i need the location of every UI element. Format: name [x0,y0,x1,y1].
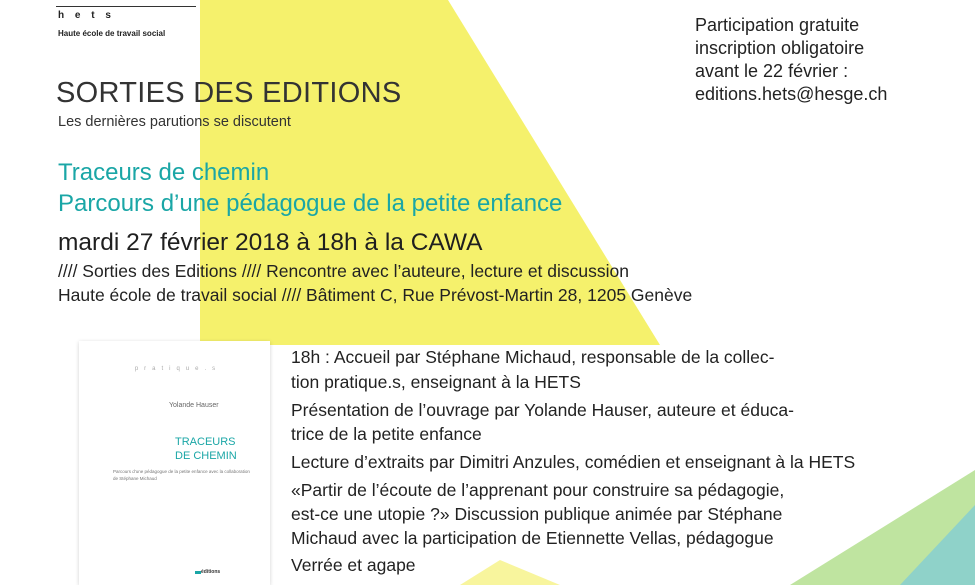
contact-email: editions.hets@hesge.ch [695,84,888,104]
info-line: avant le 22 février : [695,61,849,81]
logo-wordmark: h e t s [58,10,115,21]
program-line: trice de la petite enfance [291,424,482,444]
program-line: est-ce une utopie ?» Discussion publique animée par Stéphane [291,504,783,524]
book-title [58,157,562,219]
cover-title-line: TRACEURS [175,436,236,448]
program-line: «Partir de l’écoute de l’apprenant pour construire sa pédagogie, [291,480,785,500]
program-line: Présentation de l’ouvrage par Yolande Hauser, auteure et éduca- [291,400,794,420]
book-subtitle-line: Parcours d’une pédagogue de la petite enfance [58,190,563,217]
program-line: tion pratique.s, enseignant à la HETS [291,372,581,392]
book-cover [79,341,270,585]
yellow-corner-shape [460,560,560,585]
cover-title [175,435,237,463]
cover-subtitle: Parcours d’une pédagogue de la petite enfance avec la collaboration de Stéphane Michaud [113,469,250,481]
program-line: Verrée et agape [291,555,416,575]
event-date: mardi 27 février 2018 à 18h à la CAWA [58,229,483,256]
cover-publisher: éditions [201,569,221,575]
cover-title-line: DE CHEMIN [175,450,237,462]
event-detail-line: //// Sorties des Editions //// Rencontre avec l’auteure, lecture et discussion [58,261,629,281]
info-line: Participation gratuite [695,15,860,35]
program-line: Michaud avec la participation de Etiennette Vellas, pédagogue [291,528,774,548]
registration-info [695,14,965,106]
logo-subtitle: Haute école de travail social [58,29,166,38]
cover-author: Yolande Hauser [169,402,219,409]
program-line: 18h : Accueil par Stéphane Michaud, responsable de la collec- [291,347,775,367]
series-title: SORTIES DES EDITIONS [56,77,402,109]
cover-series: pratique.s [134,366,222,372]
info-line: inscription obligatoire [695,38,865,58]
event-location-line: Haute école de travail social //// Bâtiment C, Rue Prévost-Martin 28, 1205 Genève [58,285,693,305]
book-title-line: Traceurs de chemin [58,159,270,186]
program-line: Lecture d’extraits par Dimitri Anzules, comédien et enseignant à la HETS [291,452,856,472]
series-subtitle: Les dernières parutions se discutent [58,114,291,130]
logo-rule [56,6,196,7]
